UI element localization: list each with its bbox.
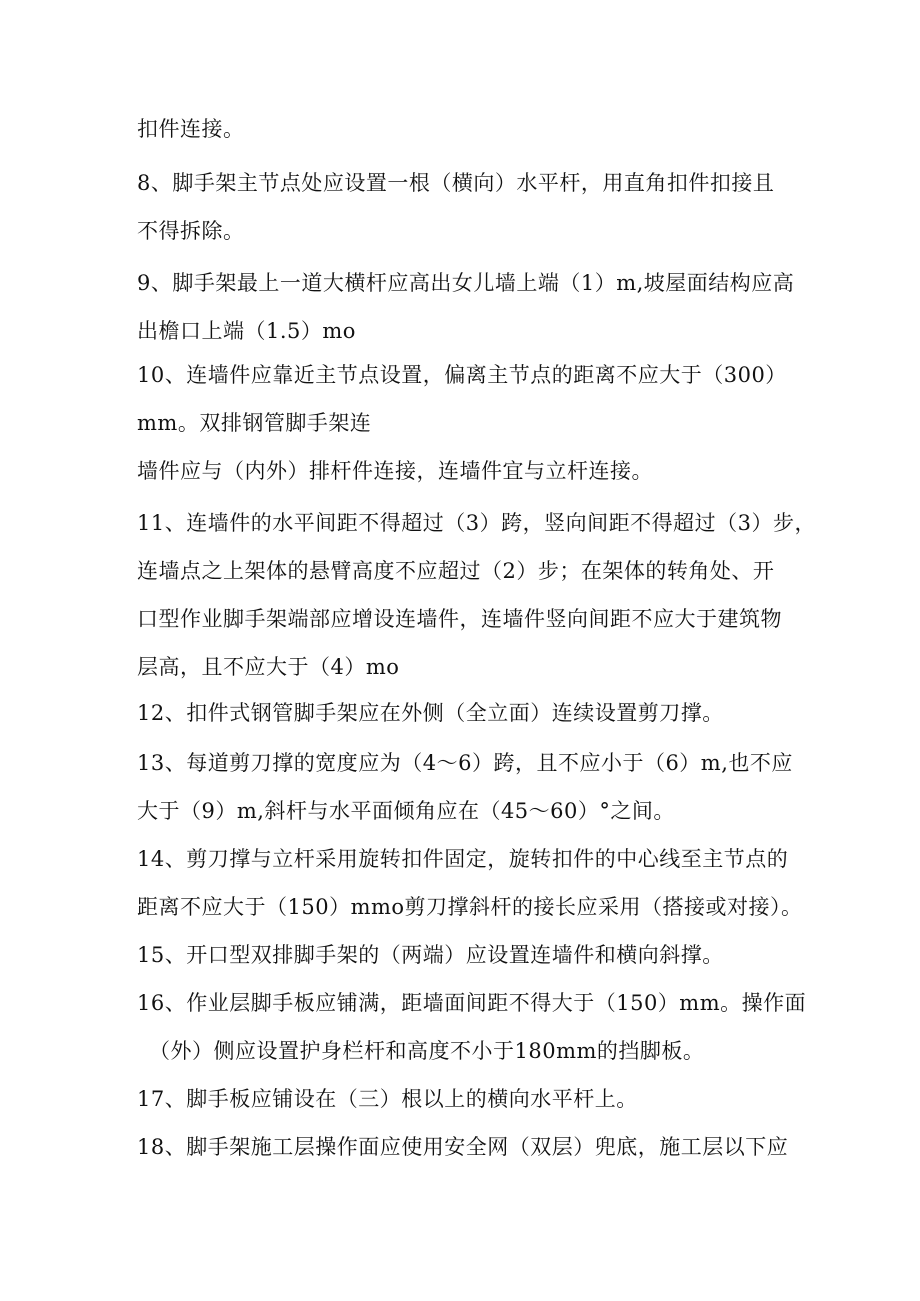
text-line: 15、开口型双排脚手架的（两端）应设置连墙件和横向斜撑。 — [137, 943, 724, 967]
text-line: 出檐口上端（1.5）mo — [137, 319, 356, 343]
text-line: 8、脚手架主节点处应设置一根（横向）水平杆，用直角扣件扣接且 — [137, 171, 775, 195]
text-line: 层高，且不应大于（4）mo — [137, 655, 400, 679]
text-line: 10、连墙件应靠近主节点设置，偏离主节点的距离不应大于（300） — [137, 363, 787, 387]
text-line: 不得拆除。 — [137, 219, 245, 243]
text-line: mm。双排钢管脚手架连 — [137, 411, 372, 435]
text-line: （外）侧应设置护身栏杆和高度不小于180mm的挡脚板。 — [149, 1039, 705, 1063]
text-line: 13、每道剪刀撑的宽度应为（4～6）跨，且不应小于（6）m,也不应 — [137, 751, 793, 775]
text-line: 大于（9）m,斜杆与水平面倾角应在（45～60）°之间。 — [137, 799, 675, 823]
text-line: 连墙点之上架体的悬臂高度不应超过（2）步；在架体的转角处、开 — [137, 559, 775, 583]
text-line: 墙件应与（内外）排杆件连接，连墙件宜与立杆连接。 — [137, 459, 653, 483]
text-line: 17、脚手板应铺设在（三）根以上的横向水平杆上。 — [137, 1087, 638, 1111]
text-line: 11、连墙件的水平间距不得超过（3）跨，竖向间距不得超过（3）步， — [137, 511, 816, 535]
text-line: 9、脚手架最上一道大横杆应高出女儿墙上端（1）m,坡屋面结构应高 — [137, 271, 795, 295]
text-line: 18、脚手架施工层操作面应使用安全网（双层）兜底，施工层以下应 — [137, 1135, 789, 1159]
text-line: 口型作业脚手架端部应增设连墙件，连墙件竖向间距不应大于建筑物 — [137, 607, 782, 631]
text-line: 距离不应大于（150）mmo剪刀撑斜杆的接长应采用（搭接或对接）。 — [137, 895, 803, 919]
text-line: 扣件连接。 — [137, 117, 245, 141]
text-line: 16、作业层脚手板应铺满，距墙面间距不得大于（150）mm。操作面 — [137, 991, 807, 1015]
text-line: 12、扣件式钢管脚手架应在外侧（全立面）连续设置剪刀撑。 — [137, 701, 724, 725]
text-line: 14、剪刀撑与立杆采用旋转扣件固定，旋转扣件的中心线至主节点的 — [137, 847, 789, 871]
